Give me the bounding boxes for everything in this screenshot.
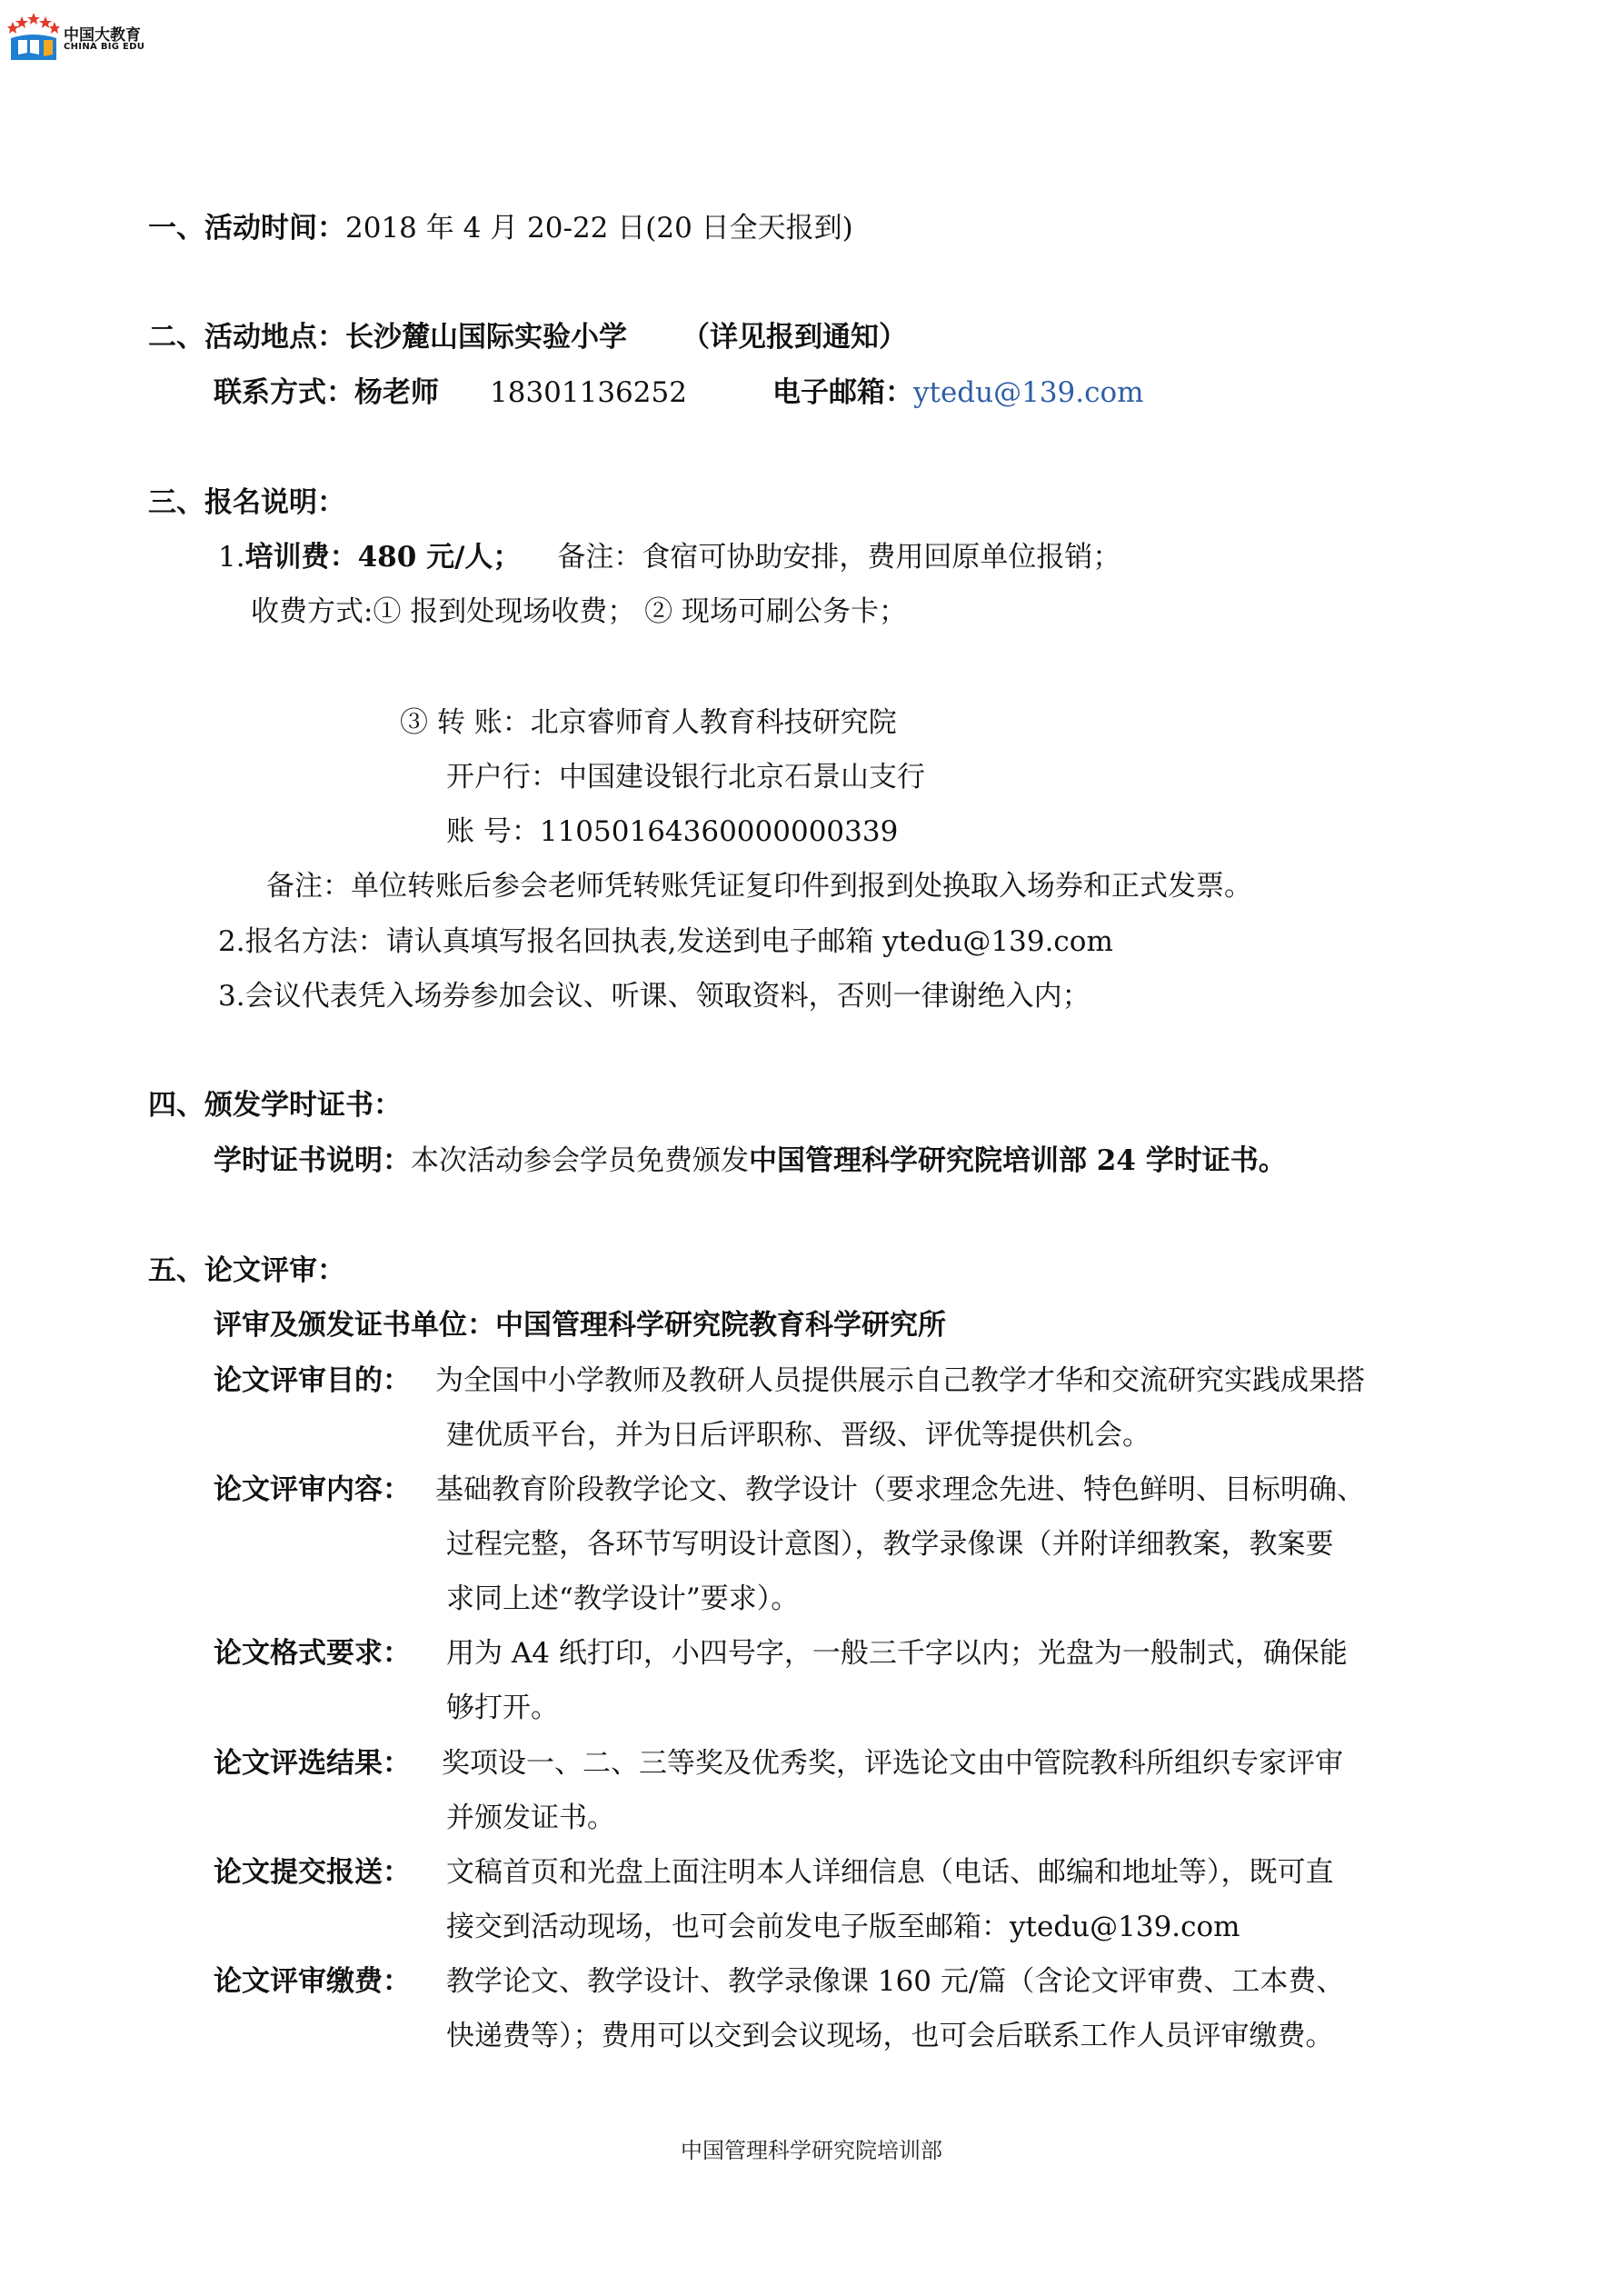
review-content-text: 基础教育阶段教学论文、教学设计（要求理念先进、特色鲜明、目标明确、 bbox=[435, 1473, 1365, 1506]
review-format-text: 够打开。 bbox=[446, 1692, 559, 1724]
registration-method: 2.报名方法：请认真填写报名回执表,发送到电子邮箱 ytedu@139.com bbox=[218, 925, 1113, 958]
location-text: 长沙麓山国际实验小学 bbox=[345, 321, 627, 354]
contact-name: 杨老师 bbox=[354, 376, 439, 409]
review-format-text: 用为 A4 纸打印，小四号字，一般三千字以内；光盘为一般制式，确保能 bbox=[446, 1637, 1348, 1670]
logo-text-en: CHINA BIG EDU bbox=[64, 42, 145, 52]
payment-methods: 收费方式:① 报到处现场收费； ② 现场可刷公务卡； bbox=[251, 595, 908, 628]
contact-phone: 18301136252 bbox=[490, 376, 687, 409]
review-format-label: 论文格式要求： bbox=[214, 1637, 411, 1670]
review-unit-line: 评审及颁发证书单位：中国管理科学研究院教育科学研究所 bbox=[214, 1309, 946, 1342]
certificate-line bbox=[214, 1143, 1287, 1179]
review-fee-text: 教学论文、教学设计、教学录像课 160 元/篇（含论文评审费、工本费、 bbox=[446, 1965, 1345, 1998]
section-registration bbox=[148, 484, 345, 521]
transfer-note: 备注：单位转账后参会老师凭转账凭证复印件到报到处换取入场券和正式发票。 bbox=[266, 870, 1252, 903]
review-result-label: 论文评选结果： bbox=[214, 1747, 411, 1780]
review-fee-text: 快递费等）；费用可以交到会议现场，也可会后联系工作人员评审缴费。 bbox=[446, 2020, 1334, 2052]
review-purpose-text: 为全国中小学教师及教研人员提供展示自己教学才华和交流研究实践成果搭 bbox=[435, 1364, 1365, 1397]
review-result-text: 奖项设一、二、三等奖及优秀奖，评选论文由中管院教科所组织专家评审 bbox=[442, 1747, 1343, 1780]
review-result-text: 并颁发证书。 bbox=[446, 1802, 615, 1834]
fee-label: 培训费：480 元/人； bbox=[244, 541, 522, 574]
account-line: 账 号：11050164360000000339 bbox=[446, 815, 899, 848]
certificate-text: 本次活动参会学员免费颁发 bbox=[411, 1144, 749, 1177]
fee-prefix: 1. bbox=[218, 541, 245, 574]
review-content-text: 求同上述“教学设计”要求）。 bbox=[446, 1582, 800, 1615]
review-content-text: 过程完整，各环节写明设计意图），教学录像课（并附详细教案，教案要 bbox=[446, 1528, 1334, 1561]
activity-time-text: 2018 年 4 月 20-22 日(20 日全天报到) bbox=[345, 212, 853, 245]
review-purpose-label: 论文评审目的： bbox=[214, 1364, 411, 1397]
review-fee-label: 论文评审缴费： bbox=[214, 1965, 411, 1998]
email-label: 电子邮箱： bbox=[772, 376, 913, 409]
section-heading: 五、论文评审： bbox=[148, 1254, 345, 1287]
review-submit-label: 论文提交报送： bbox=[214, 1856, 411, 1889]
contact-line bbox=[214, 374, 1144, 411]
section-paper-review bbox=[148, 1253, 345, 1289]
section-heading: 三、报名说明： bbox=[148, 486, 345, 519]
bank-line: 开户行：中国建设银行北京石景山支行 bbox=[446, 761, 925, 794]
section-activity-location bbox=[148, 319, 907, 355]
section-certificate bbox=[148, 1087, 402, 1123]
section-heading: 一、活动时间： bbox=[148, 212, 345, 245]
review-submit-text: 接交到活动现场，也可会前发电子版至邮箱：ytedu@139.com bbox=[446, 1911, 1240, 1943]
review-purpose-text: 建优质平台，并为日后评职称、晋级、评优等提供机会。 bbox=[446, 1419, 1150, 1452]
section-heading: 二、活动地点： bbox=[148, 321, 345, 354]
location-note: （详见报到通知） bbox=[682, 321, 907, 354]
logo-text-cn: 中国大教育 bbox=[64, 26, 141, 45]
fee-line bbox=[218, 539, 1120, 575]
section-activity-time bbox=[148, 210, 853, 246]
certificate-label: 学时证书说明： bbox=[214, 1144, 411, 1177]
entry-rule: 3.会议代表凭入场券参加会议、听课、领取资料，否则一律谢绝入内； bbox=[218, 980, 1090, 1013]
review-submit-text: 文稿首页和光盘上面注明本人详细信息（电话、邮编和地址等），既可直 bbox=[446, 1856, 1334, 1889]
review-content-label: 论文评审内容： bbox=[214, 1473, 411, 1506]
page-footer: 中国管理科学研究院培训部 bbox=[681, 2138, 942, 2163]
fee-note: 备注：食宿可协助安排，费用回原单位报销； bbox=[557, 541, 1121, 574]
email-link[interactable]: ytedu@139.com bbox=[912, 376, 1144, 409]
certificate-highlight: 中国管理科学研究院培训部 24 学时证书。 bbox=[749, 1144, 1287, 1177]
contact-label: 联系方式： bbox=[214, 376, 354, 409]
transfer-line: ③ 转 账：北京睿师育人教育科技研究院 bbox=[400, 706, 897, 739]
section-heading: 四、颁发学时证书： bbox=[148, 1089, 402, 1122]
